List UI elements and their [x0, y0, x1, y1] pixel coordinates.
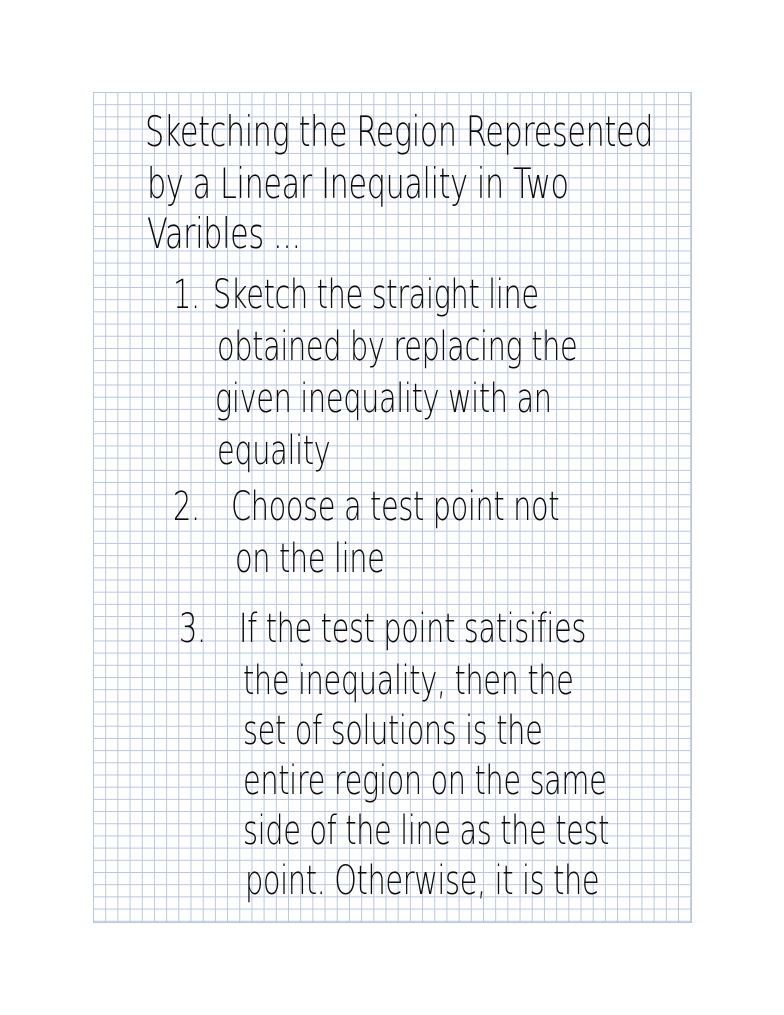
step-1-line-1: Sketch the straight line — [213, 272, 539, 318]
step-2-line-2: on the line — [235, 536, 385, 582]
step-1-line-4: equality — [217, 428, 331, 474]
step-3-line-5: side of the line as the test — [243, 808, 610, 854]
step-3-line-1: If the test point satisifies — [239, 606, 587, 652]
step-1-number: 1. — [173, 272, 200, 318]
step-3-line-6: point. Otherwise, it is the — [245, 858, 600, 904]
title-line-1: Sketching the Region Represented — [145, 107, 654, 156]
step-2-line-1: Choose a test point not — [231, 484, 560, 530]
step-3-number: 3. — [179, 606, 206, 652]
step-3-line-2: the inequality, then the — [243, 658, 574, 704]
title-line-2: by a Linear Inequality in Two — [147, 159, 569, 208]
step-1-line-3: given inequality with an — [215, 376, 552, 422]
step-3-line-3: set of solutions is the — [243, 708, 543, 754]
title-line-3: Varibles ... — [147, 209, 301, 258]
step-3-line-4: entire region on the same — [243, 758, 607, 804]
step-1-line-2: obtained by replacing the — [217, 324, 578, 370]
step-2-number: 2. — [173, 484, 200, 530]
graph-paper — [93, 92, 692, 923]
